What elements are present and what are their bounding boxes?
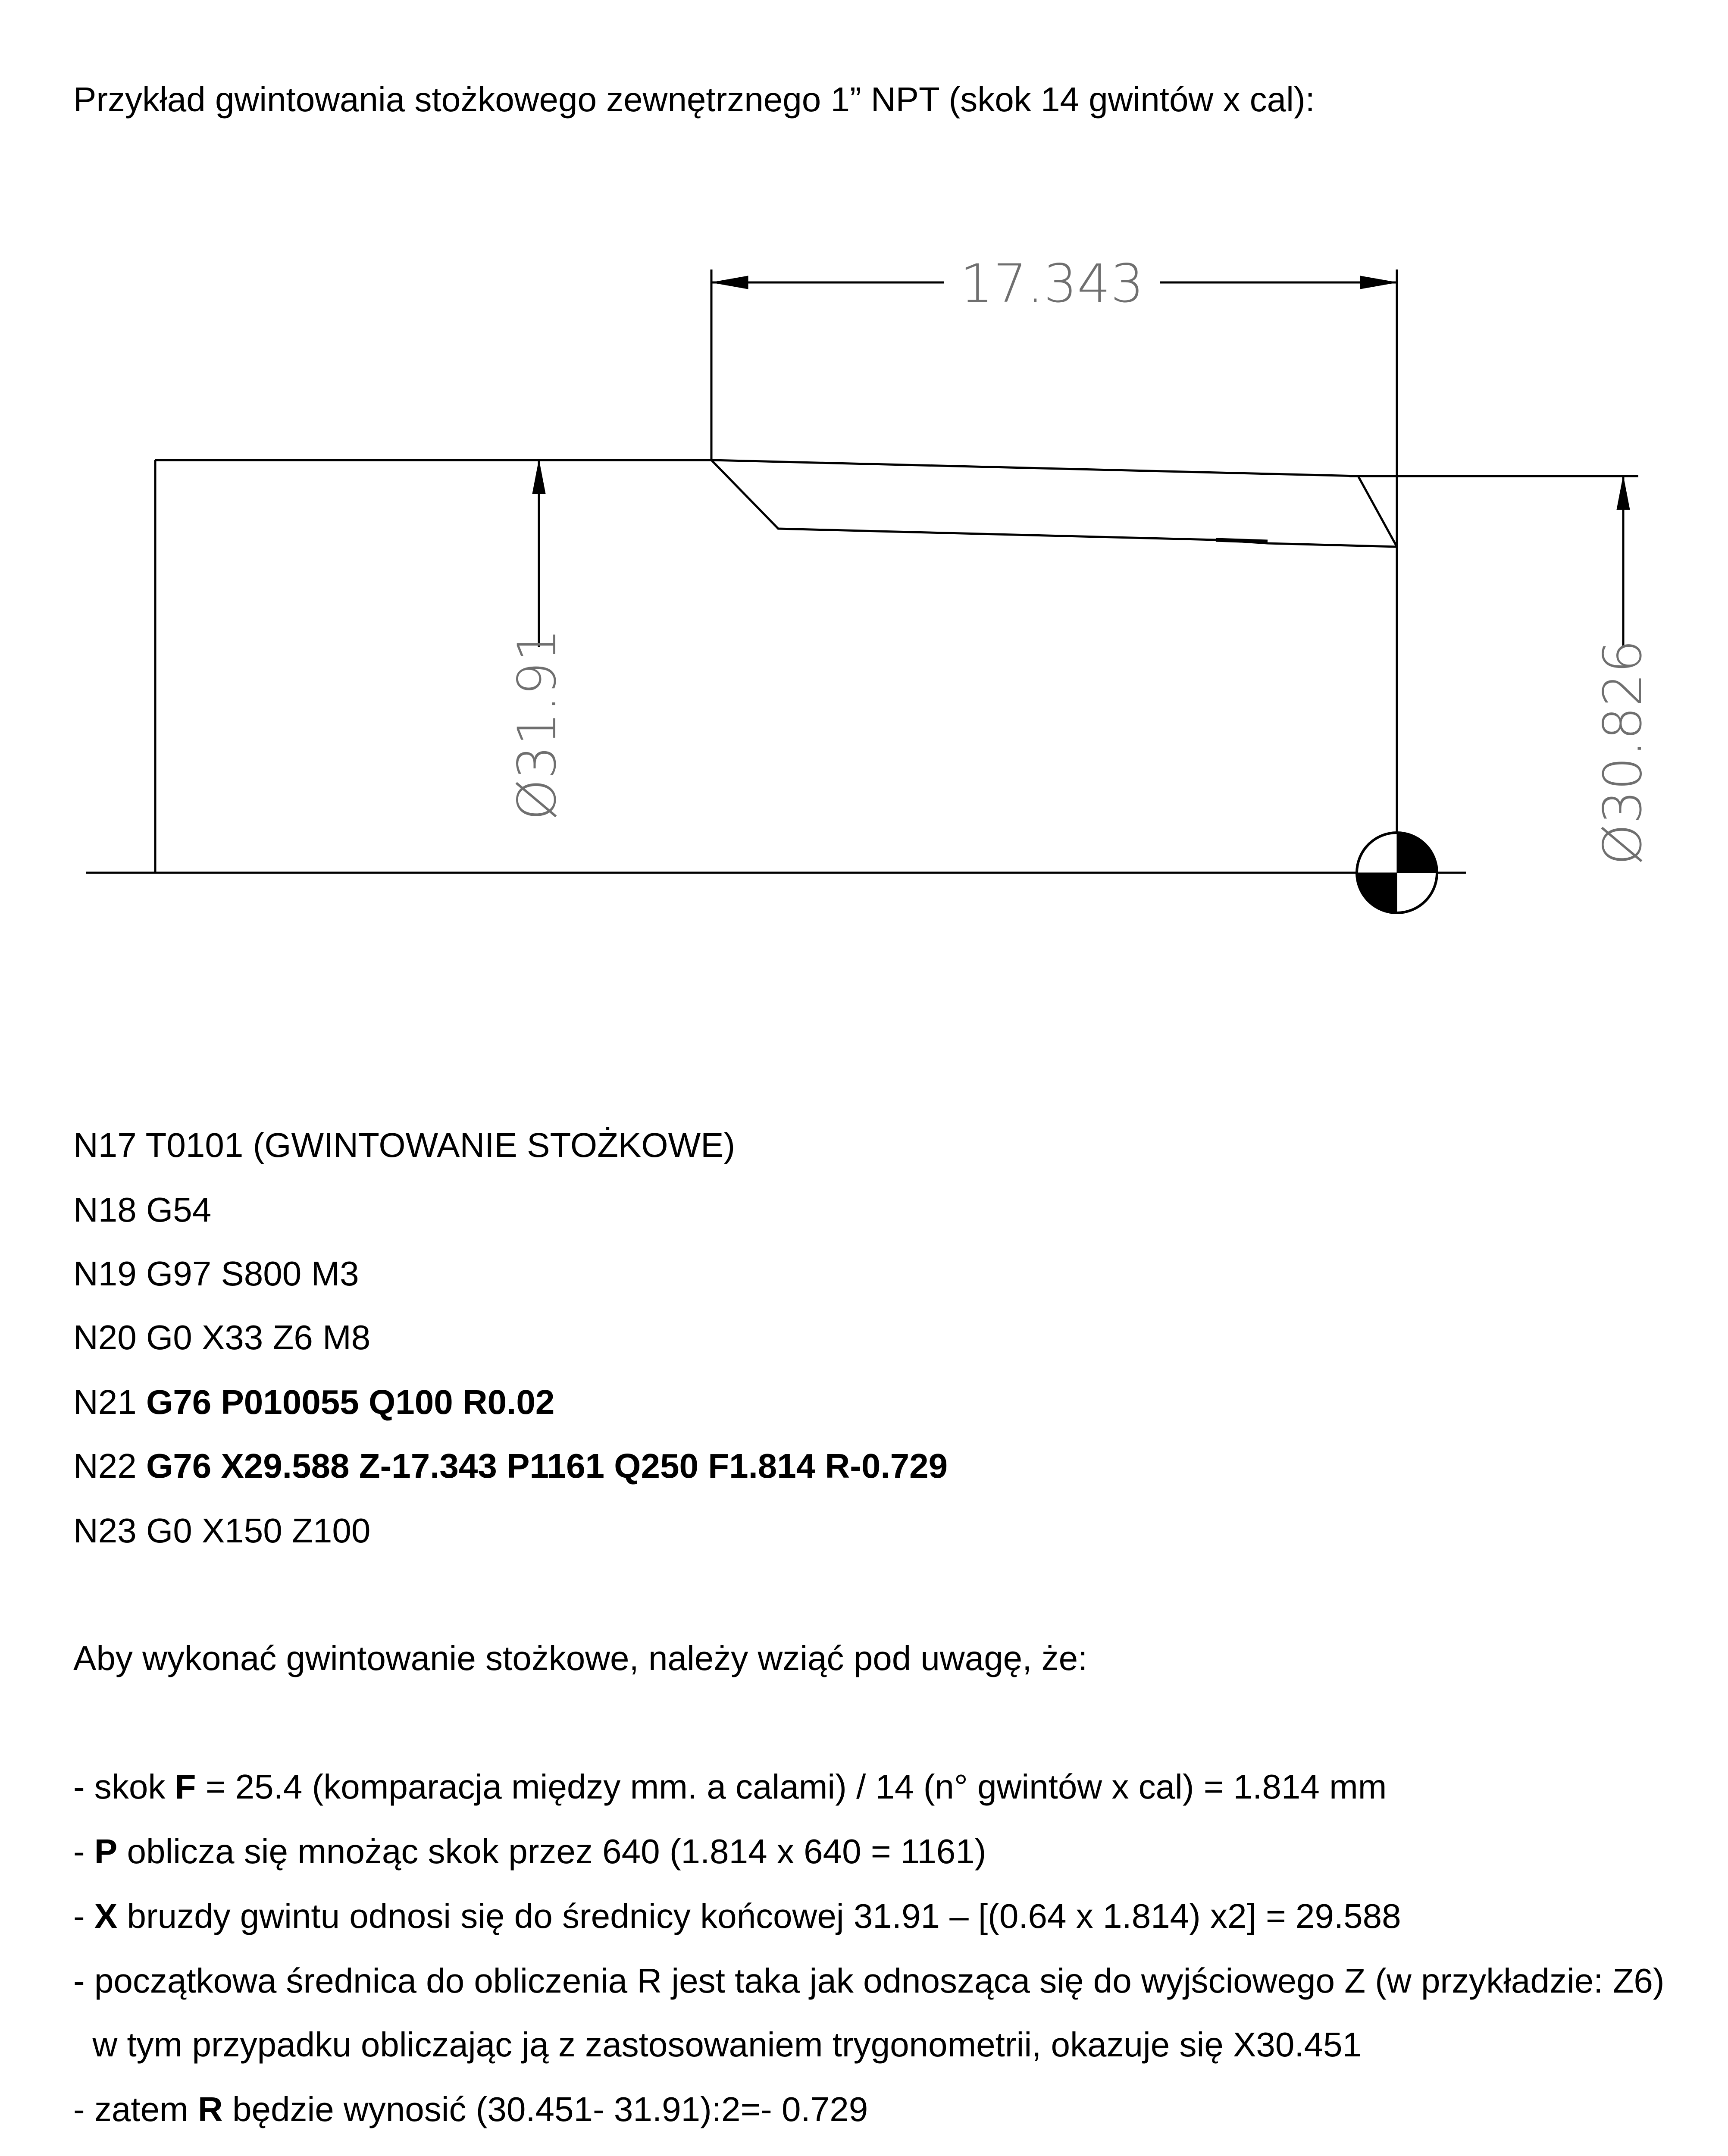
- intro-text: Przykład gwintowania stożkowego zewnętrznego 1” NPT (skok 14 gwintów x cal):: [73, 80, 1315, 119]
- program-line: [73, 1254, 359, 1294]
- notes-heading: Aby wykonać gwintowanie stożkowe, należy wziąć pod uwagę, że:: [73, 1639, 1088, 1677]
- program-line: [73, 1382, 554, 1422]
- note-item: w tym przypadku obliczając ją z zastosowaniem trygonometrii, okazuje się X30.451: [73, 2025, 1362, 2064]
- line-number: N19: [73, 1254, 137, 1293]
- line-number: N18: [73, 1191, 137, 1229]
- thread-root-line: [711, 460, 1397, 547]
- right-diameter-label: Ø30.826: [1592, 639, 1653, 865]
- left-diameter-arrow: [532, 460, 545, 494]
- note-item: - skok F = 25.4 (komparacja między mm. a calami) / 14 (n° gwintów x cal) = 1.814 mm: [73, 1767, 1387, 1806]
- program-line: [73, 1190, 211, 1230]
- line-code: G76 X29.588 Z-17.343 P1161 Q250 F1.814 R-0.729: [146, 1447, 948, 1485]
- thread-root-segment: [1216, 540, 1268, 542]
- note-item: - X bruzdy gwintu odnosi się do średnicy końcowej 31.91 – [(0.64 x 1.814) x2] = 29.588: [73, 1897, 1401, 1935]
- program-line: [73, 1511, 370, 1551]
- line-number: N23: [73, 1511, 137, 1550]
- length-arrow-right: [1360, 276, 1397, 289]
- note-key: R: [197, 2090, 223, 2128]
- line-number: N17: [73, 1126, 137, 1164]
- line-code: G76 P010055 Q100 R0.02: [146, 1383, 555, 1421]
- line-code: G97 S800 M3: [146, 1254, 359, 1293]
- line-number: N21: [73, 1383, 137, 1421]
- note-key: P: [94, 1832, 118, 1871]
- program-line: [73, 1125, 735, 1165]
- length-dimension-label: 17.343: [960, 253, 1144, 314]
- thread-end-chamfer: [1358, 476, 1397, 547]
- note-key: X: [94, 1897, 118, 1935]
- program-line: [73, 1318, 370, 1357]
- program-line: [73, 1446, 948, 1486]
- line-number: N22: [73, 1447, 137, 1485]
- length-arrow-left: [711, 276, 748, 289]
- line-code: G0 X150 Z100: [146, 1511, 371, 1550]
- thread-taper-line: [711, 460, 1358, 476]
- note-item: - początkowa średnica do obliczenia R jest taka jak odnosząca się do wyjściowego Z (w przykładzie: Z6): [73, 1962, 1665, 2000]
- note-item: - zatem R będzie wynosić (30.451- 31.91):2=- 0.729: [73, 2090, 868, 2128]
- right-diameter-arrow: [1617, 476, 1630, 510]
- note-item: - P oblicza się mnożąc skok przez 640 (1.814 x 640 = 1161): [73, 1832, 986, 1871]
- work-origin-marker-icon: [1357, 833, 1437, 913]
- line-code: G0 X33 Z6 M8: [146, 1318, 371, 1357]
- note-key: F: [175, 1767, 196, 1806]
- line-number: N20: [73, 1318, 137, 1357]
- left-diameter-label: Ø31.91: [507, 628, 568, 821]
- line-code: G54: [146, 1191, 212, 1229]
- line-code: T0101 (GWINTOWANIE STOŻKOWE): [145, 1126, 736, 1164]
